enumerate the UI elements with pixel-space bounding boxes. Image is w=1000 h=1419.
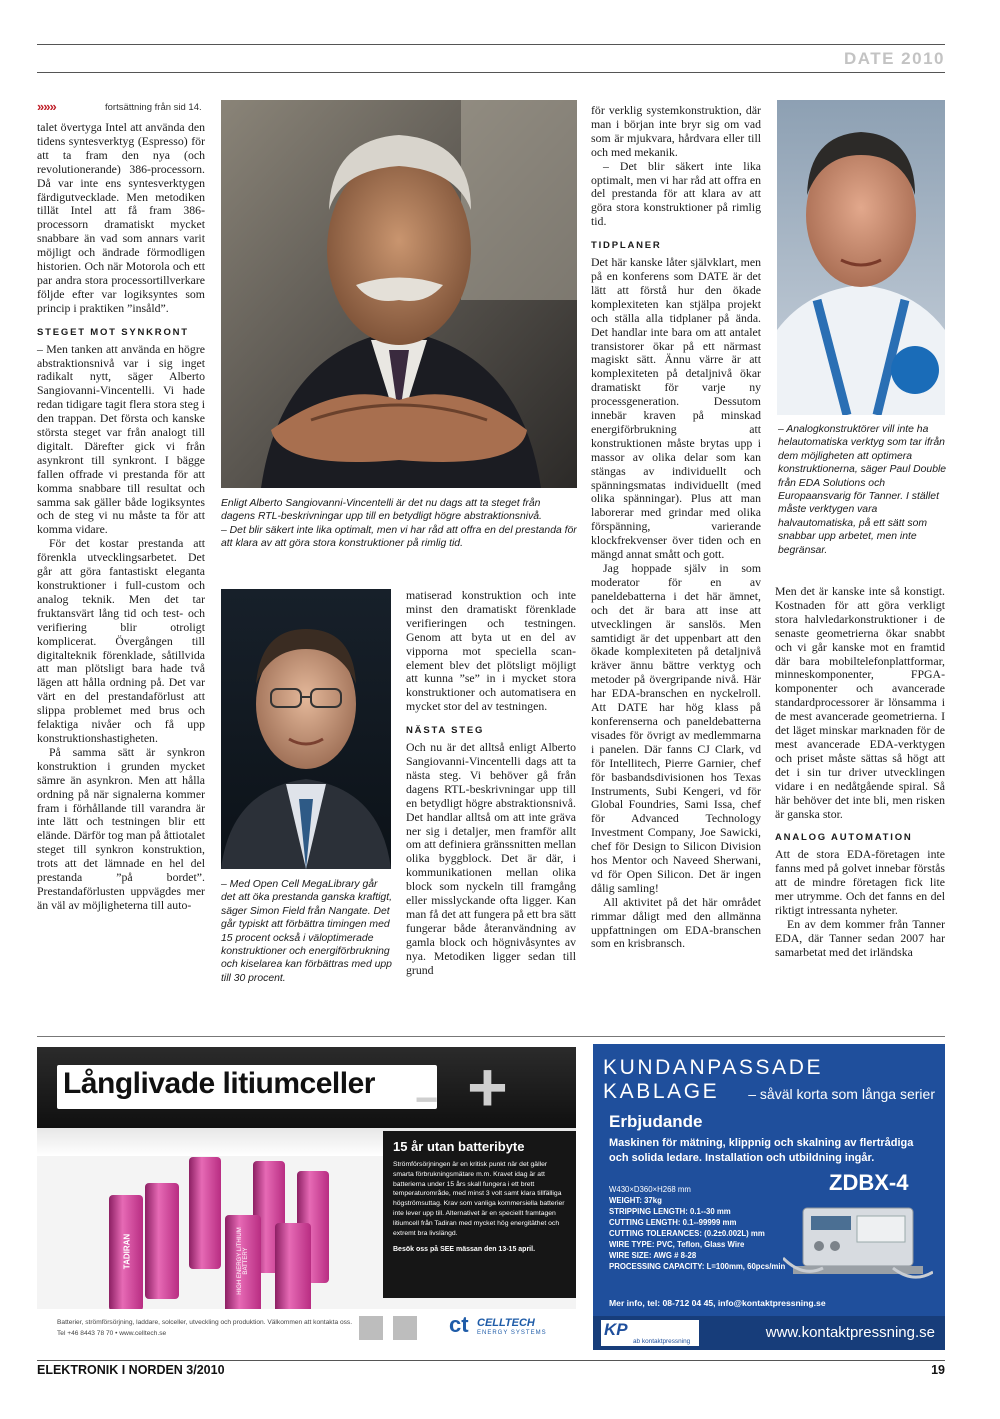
kp-logo-sub: ab kontaktpressning	[633, 1338, 691, 1345]
ad-kontaktpressning[interactable]	[593, 1044, 945, 1350]
column-5	[775, 585, 945, 960]
col5-paragraph: Att de stora EDA-företagen inte fanns med på golvet innebar förstås att de mindre företagen fick lite mer utrymme. Och det fanns en del riktigt intressanta nyheter.	[775, 847, 945, 917]
celltech-logo-icon: ct	[449, 1312, 469, 1337]
col1-paragraph: För det kostar prestanda att förenkla utvecklingsarbetet. Det går att göra fantastiskt eleganta konstruktioner i full-custom och analog teknik. Men det tar fruktansvärt lång tid och test- och verifiering blir otroligt komplicerat. Övergången till digitalteknik förenklade, såtillvida att man plötsligt bara hade två lägen att hålla ordning på. Det var värt en del prestandaförlust att slippa problemet med brus och felaktiga nivåer och få upp konstruktionshastigheten.	[37, 536, 205, 745]
page-number: 19	[931, 1363, 945, 1377]
ad-grey-square	[359, 1316, 383, 1340]
photo-paul-double	[777, 100, 945, 415]
kp-logo-icon: KP	[604, 1320, 628, 1339]
ad-footer-contact: Tel +46 8443 78 70 • www.celltech.se	[57, 1330, 167, 1337]
battery-group	[57, 1157, 377, 1317]
caption-simon-field: – Med Open Cell MegaLibrary går det att öka prestanda ganska kraftigt, säger Simon Field från Nangate. Det går typiskt att förbättra timingen med 15 procent också i väloptimerade konstruktioner och energiförbrukning och kiselarea kan förbättras med upp till 30 procent.	[221, 879, 392, 984]
col4-paragraph: All aktivitet på det här området rimmar dåligt med den allmänna uppfattningen om EDA-branschen som en krisbransch.	[591, 894, 761, 951]
ad-celltech[interactable]	[37, 1047, 576, 1349]
column-3	[406, 589, 576, 977]
ad-offer-body: Maskinen för mätning, klippnig och skalning av flertrådiga och solida ledare. Installation och utbildning ingår.	[609, 1137, 914, 1164]
caption-text: Enligt Alberto Sangiovanni-Vincentelli är det nu dags att ta steget från dagens RTL-beskrivningar upp till en betydligt högre abstraktionsnivå.	[221, 498, 542, 523]
spec-list	[609, 1184, 785, 1272]
ad-info-cta: Besök oss på SEE mässan den 13-15 april.	[393, 1246, 536, 1254]
battery-icon	[109, 1195, 143, 1311]
spec-item: WIRE SIZE: AWG # 8-28	[609, 1251, 697, 1260]
col4-heading: TIDPLANER	[591, 240, 662, 252]
continuation-arrows: »»»	[37, 99, 56, 114]
spec-item: WEIGHT: 37kg	[609, 1196, 662, 1205]
col1-paragraph: – Men tanken att använda en högre abstraktionsnivå var i sig inget radikalt nytt, säger Alberto Sangiovanni-Vincentelli. Vi hade redan tidigare tagit flera stora steg i den trappan. Det första och kanske största steget var från analogt till digitalt. Därefter gick vi från asynkront till synkront. I bägge fallen offrade vi prestanda för att komma snabbare till resultat och samma sak gäller både logiksyntes och de steg vi nu måste ta för att komma vidare.	[37, 341, 205, 537]
ad-footer	[37, 1309, 576, 1349]
ad-info-body: Strömförsörjningen är en kritisk punkt när det gäller smarta förbrukningsmätare m.m. Kravet idag är att batterierna under 15 års skall fungera i ett brett temperaturområde, med minst 3 volt samt klara tillfälliga högströmsuttag. Krav som vanliga kommersiella batterier inte lever upp till. Alternativet är en speciellt framtagen litiumcell från Tadiran med mycket hög energitäthet och extremt bra livslängd.	[393, 1161, 565, 1237]
battery-icon	[189, 1157, 221, 1269]
magazine-name: ELEKTRONIK I NORDEN 3/2010	[37, 1363, 225, 1377]
caption-text: – Det blir säkert inte lika optimalt, men vi har råd att offra en del prestanda för att klara av att göra stora konstruktioner på rimlig tid.	[221, 524, 577, 550]
col4-paragraph: för verklig systemkonstruktion, där man i början inte bryr sig om vad som är mjukvara, hårdvara eller till och med mekanik.	[591, 103, 761, 159]
spec-item: CUTTING LENGTH: 0.1--99999 mm	[609, 1218, 737, 1227]
section-title: DATE 2010	[843, 49, 945, 68]
column-1	[37, 121, 205, 913]
col1-paragraph: På samma sätt är synkron konstruktion i grunden mycket sämre än asynkron. Men att hålla ordning på när signalerna kommer fram i förhållande till varandra är inte lätt och testningen blir ett elände. Därför tog man på åttiotalet steget till synkron konstruktion, trots att det lämnade en hel del prestanda ”på bordet”. Prestandaförlusten uppvägdes mer än väl av möjligheterna till auto-	[37, 744, 205, 912]
spec-item: STRIPPING LENGTH: 0.1--30 mm	[609, 1207, 731, 1216]
ad-separator	[37, 1036, 945, 1037]
caption-alberto	[221, 497, 577, 551]
column-4	[591, 104, 761, 951]
photo-alberto	[221, 100, 577, 488]
ad-footer-line: Batterier, strömförsörjning, laddare, solceller, utveckling och produktion. Välkommen att kontakta oss.	[57, 1319, 353, 1326]
col3-paragraph: Och nu är det alltså enligt Alberto Sangiovanni-Vincentelli dags att ta nästa steg. Vi behöver gå från dagens RTL-beskrivningar upp till en betydligt högre abstraktionsnivå. Det handlar alltså om att inte gräva ner sig i detaljer, men framför allt om att definiera gränssnitten mellan olika byggblock. Det är där, i kommunikationen mellan olika block som nyckeln till framgång eller misslyckande ofta ligger. Kan man få det att fungera på ett bra sätt fungerar både återanvändning av gamla block och högnivåsyntes av nya. Metodiken ligger sedan till grund	[406, 740, 576, 977]
ad-kabel-title: KUNDANPASSADE KABLAGE	[603, 1056, 824, 1103]
ad-model: ZDBX-4	[829, 1170, 909, 1195]
caption-paul-double: – Analogkonstruktörer vill inte ha helautomatiska verktyg som tar ifrån dem möjligheten att optimera konstruktionerna, säger Paul Double från EDA Solutions och Europaansvarig för Tanner. I stället måste verktygen vara halvautomatiska, på ett sätt som snabbar upp arbetet, men inte begränsar.	[778, 424, 947, 556]
battery-icon	[275, 1223, 311, 1317]
cable-machine-image	[783, 1198, 933, 1288]
battery-icon	[225, 1215, 261, 1315]
col5-heading: ANALOG AUTOMATION	[775, 832, 913, 844]
celltech-logo: CELLTECH	[477, 1317, 535, 1329]
col5-paragraph: Men det är kanske inte så konstigt. Kostnaden för att göra verkligt stora halvledarkonstruktioner i de senaste geometrierna ökar snabbt och vi går kanske mot en framtid där bara mobiltelefonplattformar, minneskomponenter, FPGA-komponenter och avancerade standardprocessorer är lönsamma i de mest avancerade geometrierna. I det läget minskar marknaden för de mest avancerade EDA-verktygen och priset måste sättas så högt att det i sin tur driver utvecklingen vidare i en nedåtgående spiral. Så här behöver det inte bli, men risken är ganska stor.	[775, 584, 945, 821]
col1-paragraph: talet övertyga Intel att använda den tidens syntesverktyg (Espresso) för att ta fram den nya (och revolutionerande) 386-processorn. Då var inte ens syntesverktygen färdigutvecklade. Men metodiken tillät Intel att få fram 386-processorn dramatiskt mycket snabbare än vad som annars varit möjligt och ändrade förmodligen historien. Och när Motorola och ett par andra stora processortillverkare följde efter var logiksyntes som princip i praktiken ”insåld”.	[37, 120, 205, 315]
col4-paragraph: Det här kanske låter självklart, men på en konferens som DATE är det lätt att förstå hur den ökade komplexiteten kan stjälpa projekt och ställa alla tidplaner på ända. Det handlar inte bara om att antalet transistorer ökar på ett närmast magiskt sätt. Ännu värre är att komplexiteten på detaljnivå ökar dramatiskt för varje ny processgeneration. Dessutom innebär kraven på minskad energiförbrukning att konstruktionen måste brytas upp i massor av olika delar som kan stängas av individuellt och spänningsmatas individuellt (med olika spänningar). Plus att man laborerar med grindar med olika förspänning, varierande klockfrekvenser över tiden och en mängd annat smått och gott.	[591, 255, 761, 562]
battery-icon	[145, 1183, 179, 1299]
ad-offer-title: Erbjudande	[609, 1112, 703, 1131]
plus-icon: +	[467, 1048, 508, 1126]
battery-label: TADIRAN	[122, 1233, 132, 1270]
celltech-logo-sub: ENERGY SYSTEMS	[477, 1330, 547, 1336]
col3-paragraph: matiserad konstruktion och inte minst den dramatiskt förenklade verifieringen och testningen. Genom att byta ut en del av vipporna mot speciella scan-element blev det plötsligt möjligt att kunna ”se” in i mycket stora konstruktioner och automatisera en mycket stor del av testningen.	[406, 588, 576, 714]
ad-info-title: 15 år utan batteribyte	[393, 1139, 525, 1154]
ad-contact: Mer info, tel: 08-712 04 45, info@kontaktpressning.se	[609, 1298, 826, 1308]
spec-item: PROCESSING CAPACITY: L=100mm, 60pcs/min	[609, 1262, 786, 1271]
col4-paragraph: Jag hoppade själv in som moderator för en av paneldebatterna i det här ämnet, och det är bara att inse att utvecklingen är sanslös. Men samtidigt är det uppenbart att den ökade komplexiteten på detaljnivå kräver ännu bättre verktyg och metoder på övergripande nivå. Här har EDA-branschen en nyckelroll. Att DATE har hög klass på konferenserna och paneldebatterna visades för övrigt av medlemmarna i panelen. Där fanns CJ Clark, vd för Intellitech, Pierre Garnier, chef för basbandsdivisionen hos Texas Instruments, Subi Kengeri, vd för Global Foundries, Sami Issa, chef för Advanced Technology Investment Company, Joe Sawicki, chef för Design to Silicon Division hos Mentor och Naveed Sherwani, vd för Open Silicon. Det är ingen dålig samling!	[591, 561, 761, 895]
ad-grey-square	[393, 1316, 417, 1340]
ad-title: Långlivade litiumceller	[63, 1067, 375, 1100]
header-rule-top	[37, 44, 945, 45]
minus-icon: −	[415, 1078, 439, 1122]
battery-sublabel: HIGH ENERGY LITHIUM BATTERY	[237, 1227, 249, 1295]
col4-paragraph: – Det blir säkert inte lika optimalt, men vi har råd att offra en del prestanda för att klara av att göra stora konstruktioner på rimlig tid.	[591, 158, 761, 229]
spec-item: CUTTING TOLERANCES: (0.2±0.002L) mm	[609, 1229, 765, 1238]
spec-item: WIRE TYPE: PVC, Teflon, Glass Wire	[609, 1240, 745, 1249]
ad-url-link[interactable]: www.kontaktpressning.se	[765, 1324, 935, 1341]
col1-heading: STEGET MOT SYNKRONT	[37, 326, 189, 338]
ad-kabel-subtitle: – såväl korta som långa serier	[748, 1086, 935, 1102]
footer-rule	[37, 1360, 945, 1361]
ad-info-box	[383, 1131, 576, 1298]
col3-heading: NÄSTA STEG	[406, 725, 485, 737]
continuation-note: fortsättning från sid 14.	[105, 102, 202, 113]
header-rule-bottom	[37, 72, 945, 73]
col5-paragraph: En av dem kommer från Tanner EDA, där Tanner sedan 2007 har samarbetat med det irländska	[775, 916, 945, 959]
spec-item: W430×D360×H268 mm	[609, 1185, 691, 1194]
photo-simon-field	[221, 589, 391, 869]
